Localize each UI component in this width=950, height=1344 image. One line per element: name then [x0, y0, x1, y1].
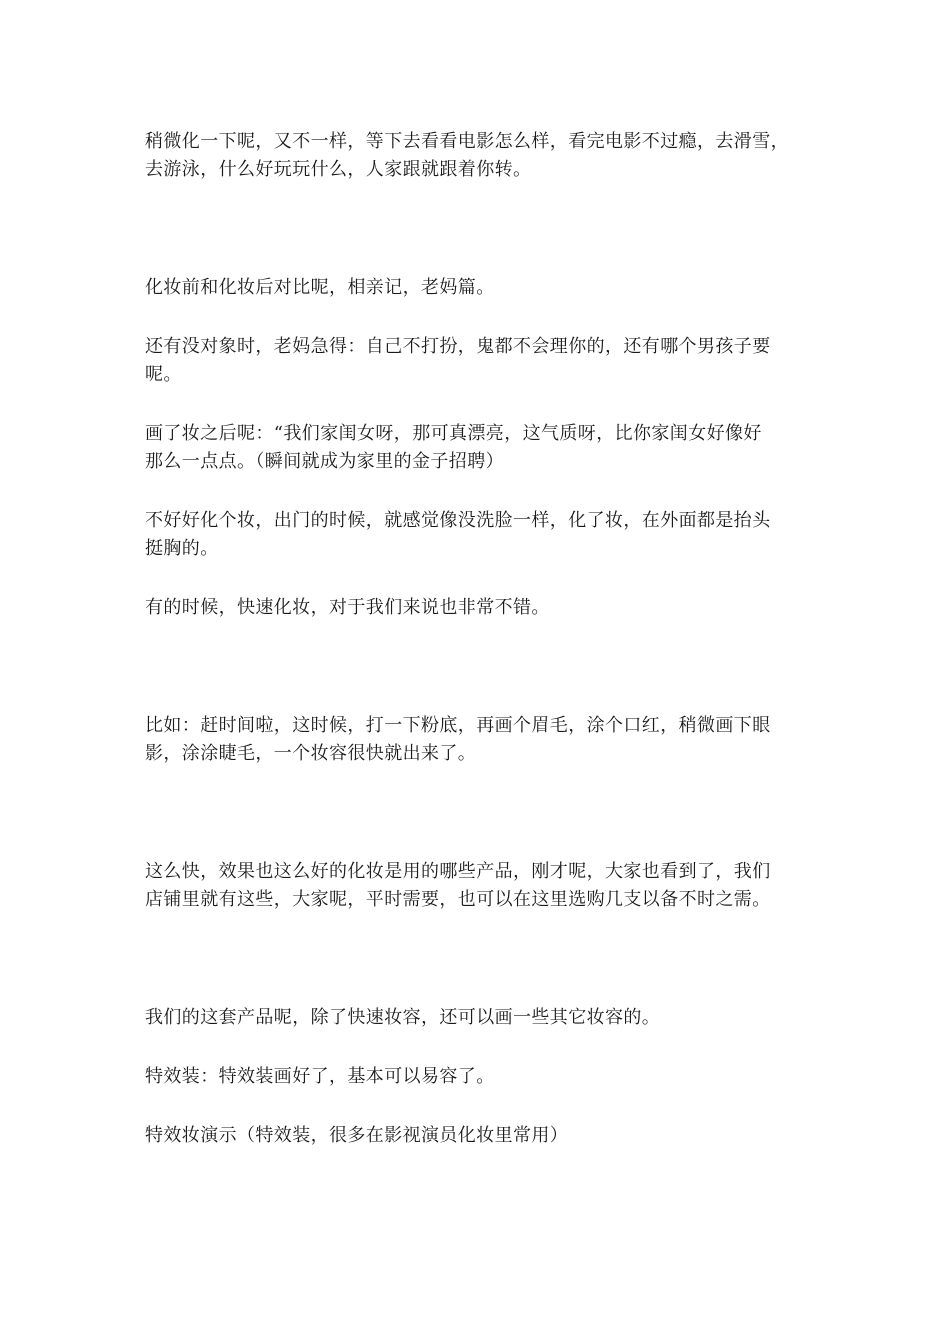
paragraph-line: 不好好化个妆，出门的时候，就感觉像没洗脸一样，化了妆，在外面都是抬头: [145, 510, 771, 531]
paragraph-7: [145, 712, 810, 768]
paragraph-8: [145, 858, 810, 914]
paragraph-line: 比如：赶时间啦，这时候，打一下粉底，再画个眉毛，涂个口红，稍微画下眼: [145, 715, 771, 736]
paragraph-9: [145, 1004, 810, 1032]
paragraph-line: 去游泳，什么好玩玩什么，人家跟就跟着你转。: [145, 159, 532, 180]
paragraph-5: [145, 507, 810, 563]
paragraph-line: 特效妆演示（特效装，很多在影视演员化妆里常用）: [145, 1125, 569, 1146]
paragraph-1: [145, 128, 810, 184]
paragraph-2: [145, 274, 810, 302]
paragraph-6: [145, 594, 810, 622]
paragraph-line: 店铺里就有这些，大家呢，平时需要，也可以在这里选购几支以备不时之需。: [145, 889, 771, 910]
paragraph-line: 这么快，效果也这么好的化妆是用的哪些产品，刚才呢，大家也看到了，我们: [145, 861, 771, 882]
paragraph-line: 我们的这套产品呢，除了快速妆容，还可以画一些其它妆容的。: [145, 1007, 661, 1028]
paragraph-line: 稍微化一下呢，又不一样，等下去看看电影怎么样，看完电影不过瘾，去滑雪，: [145, 131, 789, 152]
paragraph-10: [145, 1063, 810, 1091]
paragraph-line: 影，涂涂睫毛，一个妆容很快就出来了。: [145, 743, 477, 764]
paragraph-line: 画了妆之后呢：“我们家闺女呀，那可真漂亮，这气质呀，比你家闺女好像好: [145, 423, 762, 444]
paragraph-4: [145, 420, 810, 476]
paragraph-line: 有的时候，快速化妆，对于我们来说也非常不错。: [145, 597, 550, 618]
paragraph-line: 化妆前和化妆后对比呢，相亲记，老妈篇。: [145, 277, 495, 298]
paragraph-line: 挺胸的。: [145, 538, 219, 559]
paragraph-3: [145, 333, 810, 389]
paragraph-line: 那么一点点。（瞬间就成为家里的金子招聘）: [145, 451, 504, 472]
paragraph-line: 呢。: [145, 364, 182, 385]
paragraph-line: 还有没对象时，老妈急得：自己不打扮，鬼都不会理你的，还有哪个男孩子要: [145, 336, 771, 357]
paragraph-11: [145, 1122, 810, 1150]
paragraph-line: 特效装：特效装画好了，基本可以易容了。: [145, 1066, 495, 1087]
